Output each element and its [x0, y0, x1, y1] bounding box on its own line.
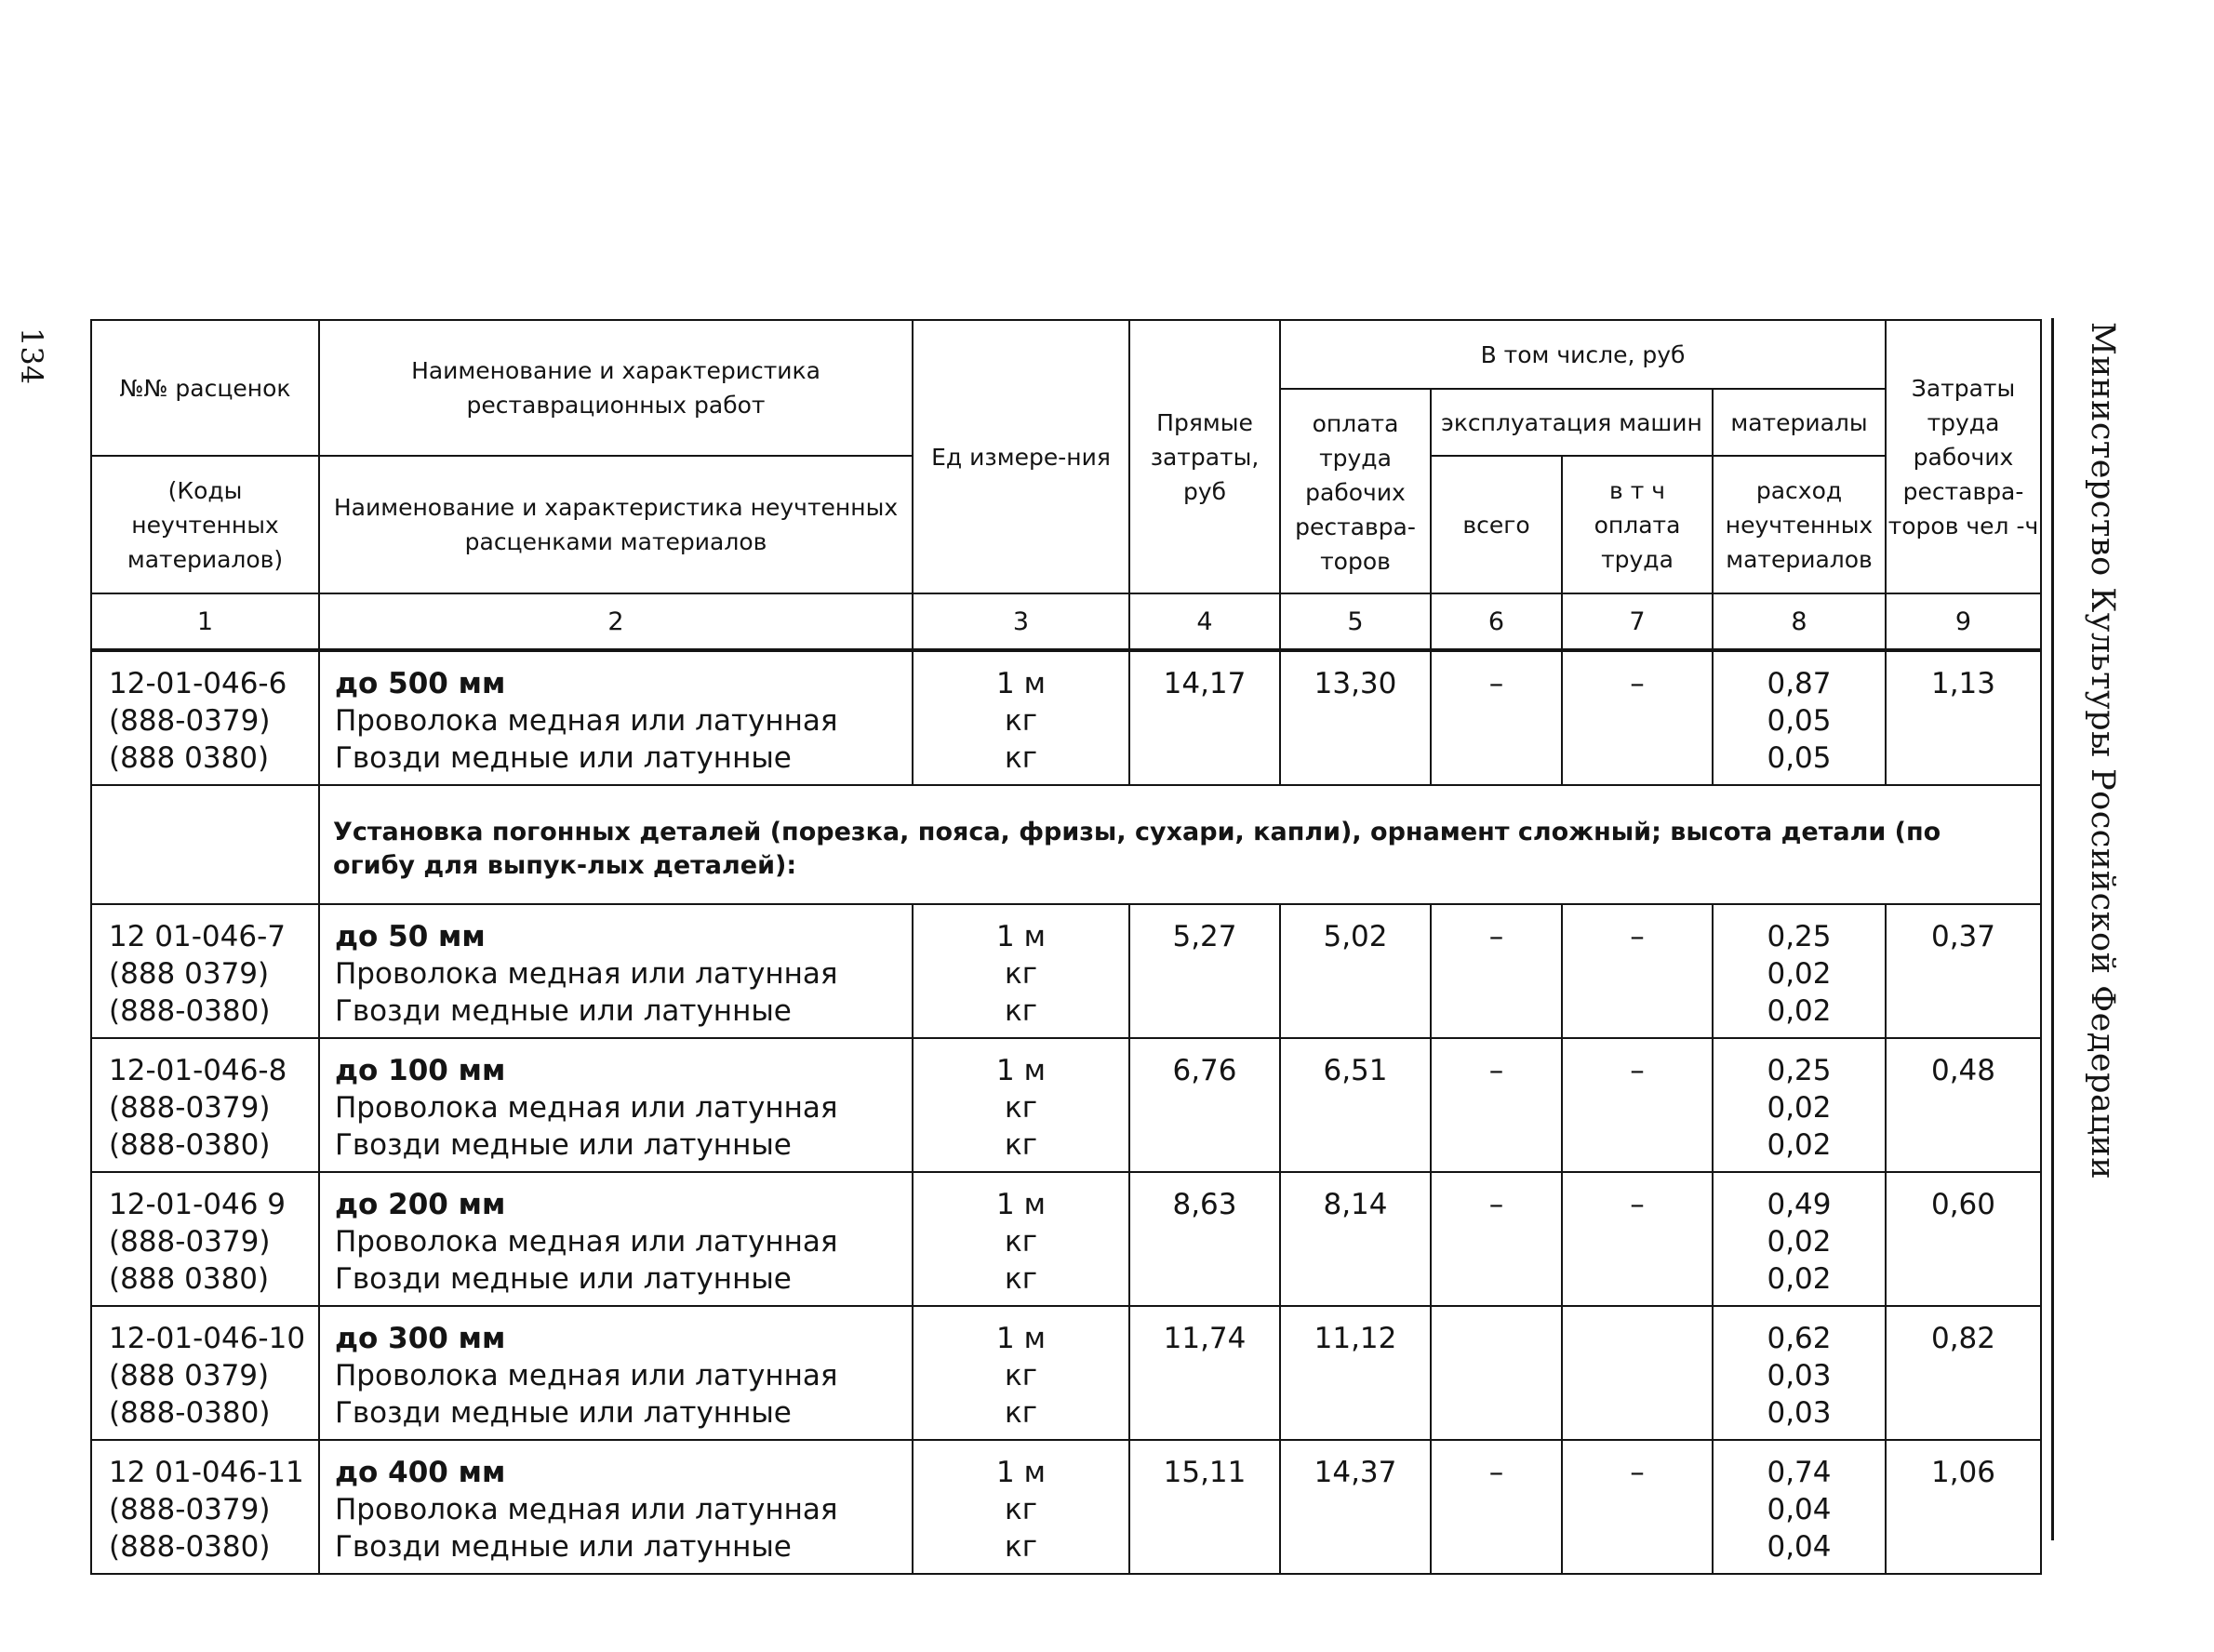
unit-cell: [913, 904, 1129, 1038]
material-name: Проволока медная или латунная: [335, 1493, 838, 1526]
rate-code: 12-01-046-6: [109, 667, 287, 700]
machines-labor: –: [1562, 1172, 1713, 1306]
rows-group: [91, 904, 2041, 1574]
unit: кг: [1004, 994, 1037, 1028]
material-code: (888-0379): [109, 1493, 271, 1526]
material-value: 0,02: [1767, 1262, 1832, 1296]
work-description: [319, 1038, 913, 1172]
material-name: Проволока медная или латунная: [335, 1359, 838, 1392]
work-name: до 200 мм: [335, 1188, 506, 1221]
unit-cell: [913, 1440, 1129, 1574]
material-value: 0,49: [1767, 1188, 1832, 1221]
machines-total: [1431, 1306, 1562, 1440]
material-value: 0,02: [1767, 994, 1832, 1028]
material-value: 0,03: [1767, 1359, 1832, 1392]
machines-labor: [1562, 1306, 1713, 1440]
column-number: 9: [1886, 593, 2041, 650]
material-code: (888-0379): [109, 1091, 271, 1125]
rate-codes: [91, 650, 319, 785]
material-value: 0,02: [1767, 1128, 1832, 1162]
machines-total: –: [1431, 650, 1562, 785]
header-rate-numbers: №№ расценок: [91, 320, 319, 456]
machines-labor: –: [1562, 1440, 1713, 1574]
unit: кг: [1004, 1396, 1037, 1430]
unit: кг: [1004, 1530, 1037, 1564]
direct-costs: 14,17: [1129, 650, 1280, 785]
column-number: 4: [1129, 593, 1280, 650]
unit: кг: [1004, 1128, 1037, 1162]
work-description: [319, 1306, 913, 1440]
material-value: 0,62: [1767, 1322, 1832, 1355]
table-row: [91, 904, 2041, 1038]
unit: кг: [1004, 1262, 1037, 1296]
section-heading: Установка погонных деталей (порезка, пояса, фризы, сухари, капли), орнамент сложный; высота детали (по огибу для выпук-лых деталей):: [319, 785, 2041, 904]
rates-table: [90, 319, 2042, 1575]
material-value: 0,04: [1767, 1493, 1832, 1526]
worker-pay: 14,37: [1280, 1440, 1431, 1574]
unit: 1 м: [996, 920, 1046, 953]
material-name: Проволока медная или латунная: [335, 1225, 838, 1259]
labor-hours: 0,82: [1886, 1306, 2041, 1440]
work-description: [319, 1172, 913, 1306]
material-code: (888 0380): [109, 1262, 270, 1296]
header-material-codes: (Коды неучтенных материалов): [91, 456, 319, 593]
work-name: до 400 мм: [335, 1456, 506, 1489]
material-code: (888-0379): [109, 704, 271, 738]
machines-total: –: [1431, 1038, 1562, 1172]
material-consumption: [1713, 650, 1886, 785]
side-rule: [2051, 318, 2054, 1540]
material-value: 0,05: [1767, 741, 1832, 775]
rate-codes: [91, 904, 319, 1038]
material-consumption: [1713, 1306, 1886, 1440]
direct-costs: 6,76: [1129, 1038, 1280, 1172]
rate-code: 12-01-046-8: [109, 1054, 287, 1087]
unit: кг: [1004, 1091, 1037, 1125]
material-code: (888 0379): [109, 1359, 270, 1392]
material-value: 0,87: [1767, 667, 1832, 700]
section-empty-cell: [91, 785, 319, 904]
direct-costs: 8,63: [1129, 1172, 1280, 1306]
material-code: (888 0379): [109, 957, 270, 991]
material-value: 0,74: [1767, 1456, 1832, 1489]
material-name: Гвозди медные или латунные: [335, 1530, 792, 1564]
work-name: до 100 мм: [335, 1054, 506, 1087]
material-name: Гвозди медные или латунные: [335, 741, 792, 775]
machines-labor: –: [1562, 650, 1713, 785]
machines-total: –: [1431, 1172, 1562, 1306]
worker-pay: 5,02: [1280, 904, 1431, 1038]
work-name: до 300 мм: [335, 1322, 506, 1355]
worker-pay: 8,14: [1280, 1172, 1431, 1306]
column-number: 1: [91, 593, 319, 650]
rate-codes: [91, 1038, 319, 1172]
machines-labor: –: [1562, 1038, 1713, 1172]
material-name: Гвозди медные или латунные: [335, 994, 792, 1028]
material-name: Проволока медная или латунная: [335, 957, 838, 991]
header-machines-total: всего: [1431, 456, 1562, 593]
machines-labor: –: [1562, 904, 1713, 1038]
unit: 1 м: [996, 1322, 1046, 1355]
labor-hours: 1,06: [1886, 1440, 2041, 1574]
header-labor-hours: Затраты труда рабочих реставра-торов чел -ч: [1886, 320, 2041, 593]
material-name: Проволока медная или латунная: [335, 704, 838, 738]
labor-hours: 1,13: [1886, 650, 2041, 785]
rate-code: 12 01-046-11: [109, 1456, 304, 1489]
worker-pay: 11,12: [1280, 1306, 1431, 1440]
rate-codes: [91, 1306, 319, 1440]
material-code: (888 0380): [109, 741, 270, 775]
work-name: до 50 мм: [335, 920, 486, 953]
material-consumption: [1713, 1038, 1886, 1172]
unit: 1 м: [996, 1188, 1046, 1221]
header-unit: Ед измере-ния: [913, 320, 1129, 593]
material-value: 0,25: [1767, 1054, 1832, 1087]
material-code: (888-0379): [109, 1225, 271, 1259]
material-value: 0,02: [1767, 1091, 1832, 1125]
unit: кг: [1004, 1493, 1037, 1526]
material-name: Гвозди медные или латунные: [335, 1396, 792, 1430]
material-value: 0,04: [1767, 1530, 1832, 1564]
work-name: до 500 мм: [335, 667, 506, 700]
machines-total: –: [1431, 904, 1562, 1038]
rate-codes: [91, 1440, 319, 1574]
unit: кг: [1004, 957, 1037, 991]
column-number: 3: [913, 593, 1129, 650]
header-including-group: В том числе, руб: [1280, 320, 1886, 389]
material-consumption: [1713, 1440, 1886, 1574]
material-name: Гвозди медные или латунные: [335, 1262, 792, 1296]
work-description: [319, 904, 913, 1038]
direct-costs: 15,11: [1129, 1440, 1280, 1574]
column-number: 2: [319, 593, 913, 650]
unit: кг: [1004, 704, 1037, 738]
header-worker-pay: оплата труда рабочих реставра-торов: [1280, 389, 1431, 593]
material-code: (888-0380): [109, 1128, 271, 1162]
header-material-consumption: расход неучтенных материалов: [1713, 456, 1886, 593]
column-number: 8: [1713, 593, 1886, 650]
work-description: [319, 1440, 913, 1574]
material-code: (888-0380): [109, 1530, 271, 1564]
header-materials: материалы: [1713, 389, 1886, 456]
column-number: 6: [1431, 593, 1562, 650]
column-number: 5: [1280, 593, 1431, 650]
unit: кг: [1004, 1359, 1037, 1392]
rate-codes: [91, 1172, 319, 1306]
material-value: 0,02: [1767, 957, 1832, 991]
labor-hours: 0,48: [1886, 1038, 2041, 1172]
page-number: 134: [14, 327, 49, 385]
header-material-names: Наименование и характеристика неучтенных расценками материалов: [319, 456, 913, 593]
unit: кг: [1004, 1225, 1037, 1259]
unit: 1 м: [996, 1456, 1046, 1489]
unit: кг: [1004, 741, 1037, 775]
machines-total: –: [1431, 1440, 1562, 1574]
table-row: [91, 1172, 2041, 1306]
worker-pay: 6,51: [1280, 1038, 1431, 1172]
material-code: (888-0380): [109, 994, 271, 1028]
rate-code: 12-01-046-10: [109, 1322, 306, 1355]
rate-code: 12 01-046-7: [109, 920, 287, 953]
unit-cell: [913, 650, 1129, 785]
unit-cell: [913, 1172, 1129, 1306]
material-value: 0,02: [1767, 1225, 1832, 1259]
unit-cell: [913, 1038, 1129, 1172]
labor-hours: 0,60: [1886, 1172, 2041, 1306]
header-machine-operation: эксплуатация машин: [1431, 389, 1713, 456]
header-work-name: Наименование и характеристика реставрационных работ: [319, 320, 913, 456]
side-title: Министерство Культуры Российской Федерации: [2084, 322, 2121, 1180]
material-value: 0,05: [1767, 704, 1832, 738]
material-value: 0,03: [1767, 1396, 1832, 1430]
rate-code: 12-01-046 9: [109, 1188, 287, 1221]
material-consumption: [1713, 904, 1886, 1038]
material-value: 0,25: [1767, 920, 1832, 953]
table-row: [91, 1440, 2041, 1574]
direct-costs: 11,74: [1129, 1306, 1280, 1440]
table-row: [91, 1306, 2041, 1440]
table-row: [91, 1038, 2041, 1172]
material-consumption: [1713, 1172, 1886, 1306]
worker-pay: 13,30: [1280, 650, 1431, 785]
material-code: (888-0380): [109, 1396, 271, 1430]
table-row: [91, 650, 2041, 785]
work-description: [319, 650, 913, 785]
column-number: 7: [1562, 593, 1713, 650]
material-name: Гвозди медные или латунные: [335, 1128, 792, 1162]
header-direct-costs: Прямые затраты, руб: [1129, 320, 1280, 593]
material-name: Проволока медная или латунная: [335, 1091, 838, 1125]
unit-cell: [913, 1306, 1129, 1440]
header-machines-labor: в т ч оплата труда: [1562, 456, 1713, 593]
labor-hours: 0,37: [1886, 904, 2041, 1038]
unit: 1 м: [996, 667, 1046, 700]
direct-costs: 5,27: [1129, 904, 1280, 1038]
section-row: [91, 785, 2041, 904]
unit: 1 м: [996, 1054, 1046, 1087]
